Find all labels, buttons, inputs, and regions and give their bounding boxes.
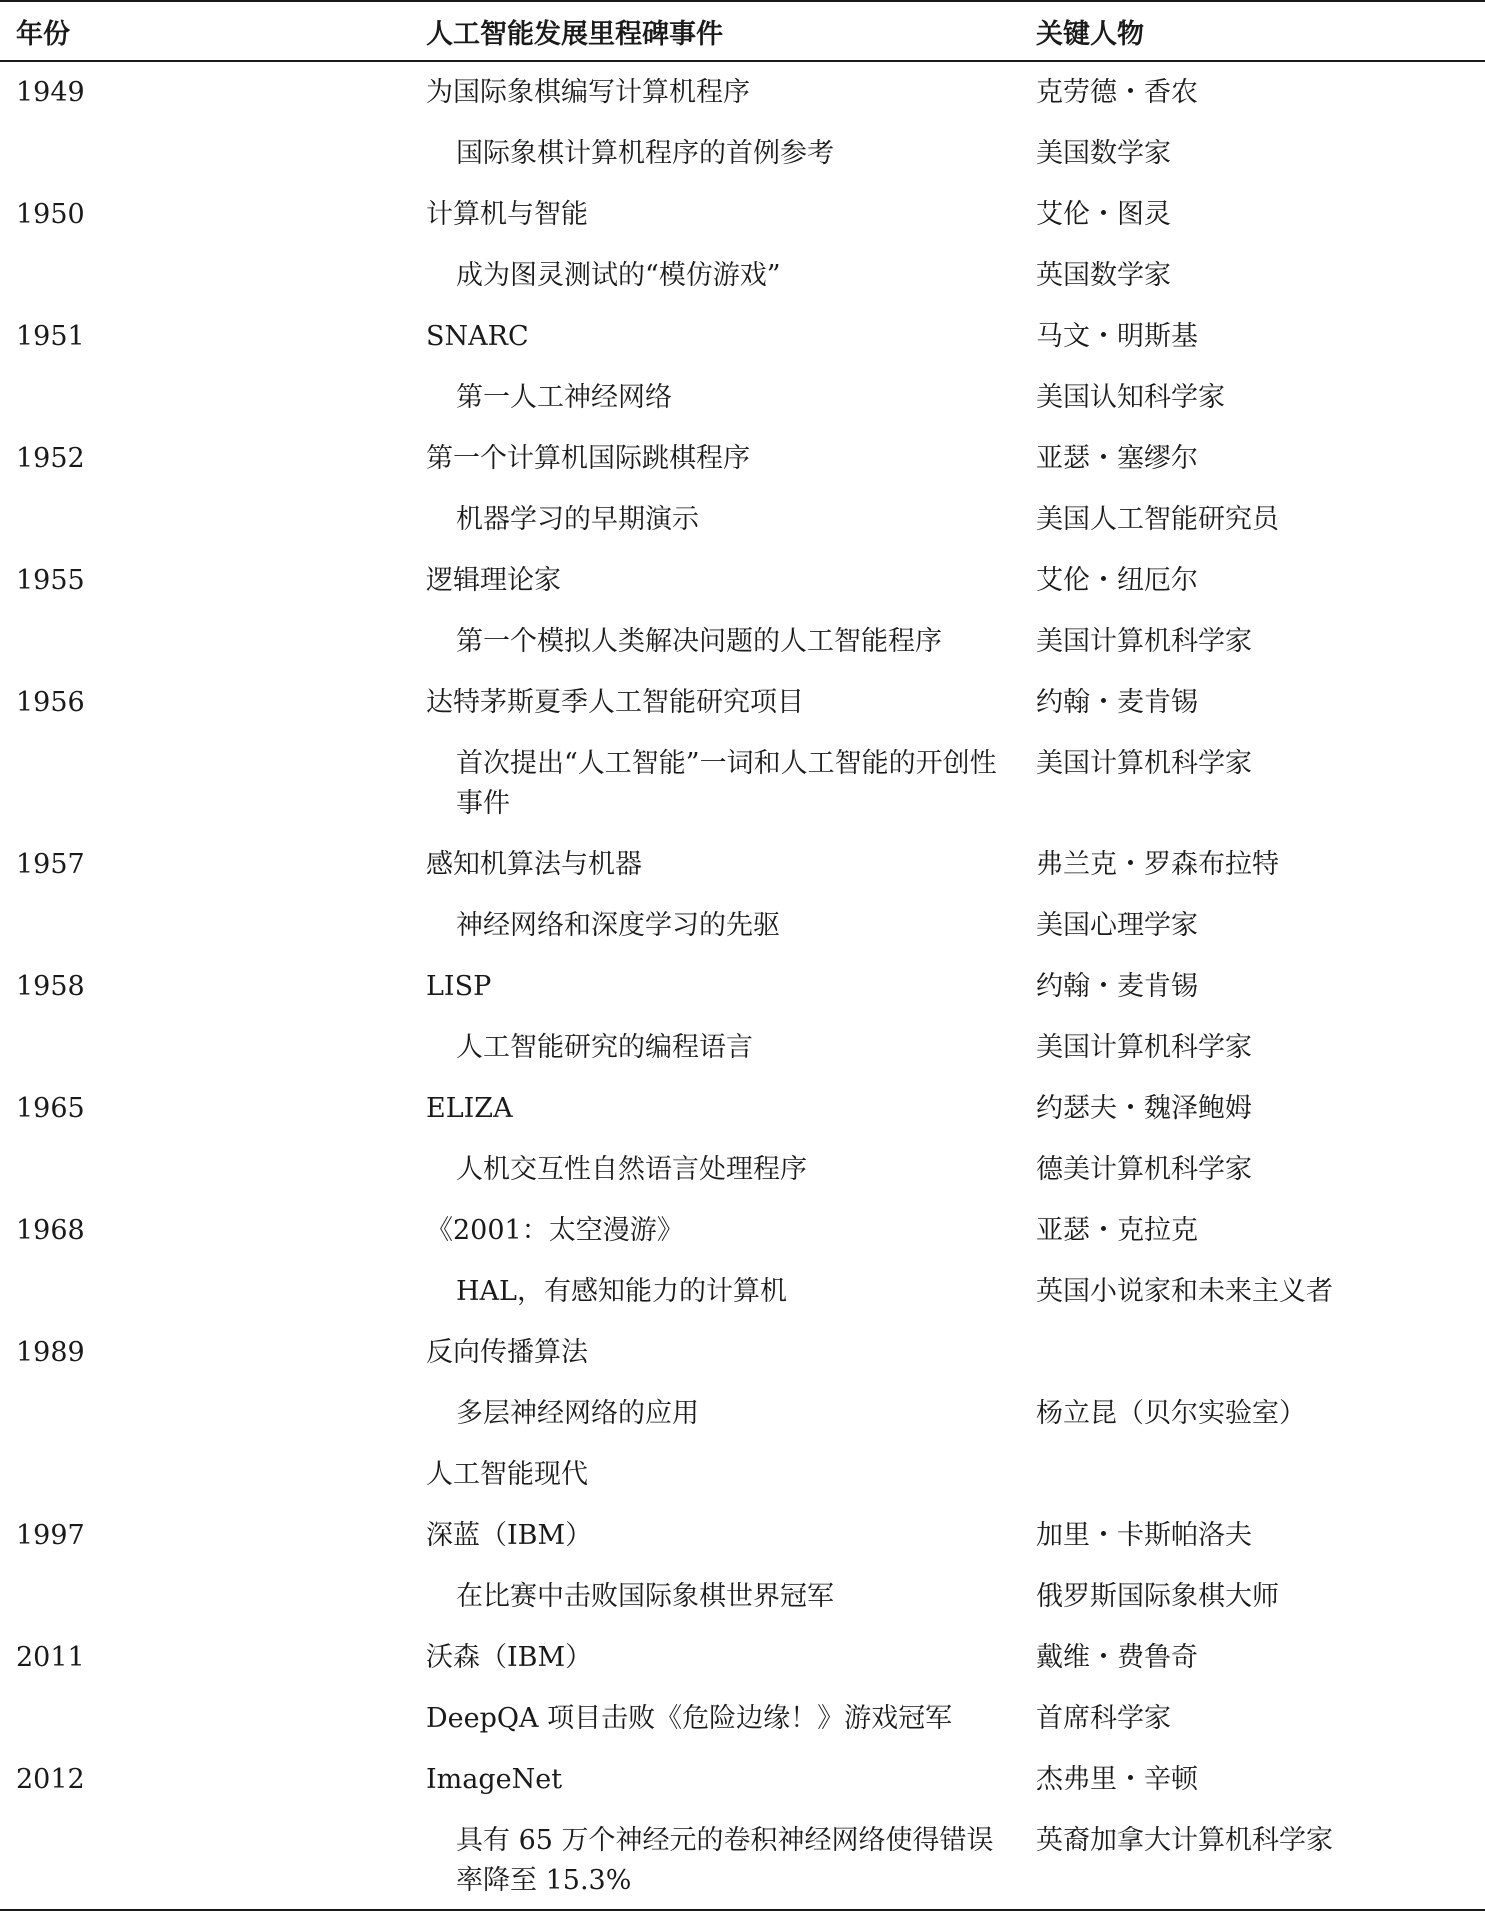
cell-person: 约翰・麦肯锡 xyxy=(1036,687,1198,718)
table-row xyxy=(0,1688,1485,1749)
cell-year: 1951 xyxy=(16,321,85,352)
cell-person: 马文・明斯基 xyxy=(1036,321,1198,352)
cell-event-description: 国际象棋计算机程序的首例参考 xyxy=(456,138,834,169)
cell-year: 1949 xyxy=(16,77,85,108)
cell-event: 达特茅斯夏季人工智能研究项目 xyxy=(426,687,804,718)
cell-year: 1958 xyxy=(16,971,85,1002)
cell-event: DeepQA 项目击败《危险边缘！》游戏冠军 xyxy=(426,1703,953,1734)
cell-event: 深蓝（IBM） xyxy=(426,1520,593,1551)
cell-event-description: 机器学习的早期演示 xyxy=(456,504,699,535)
cell-person: 亚瑟・克拉克 xyxy=(1036,1215,1198,1246)
cell-event: 沃森（IBM） xyxy=(426,1642,593,1673)
table-row xyxy=(0,672,1485,733)
cell-year: 1950 xyxy=(16,199,85,230)
cell-year xyxy=(0,1566,410,1627)
cell-year: 1956 xyxy=(16,687,85,718)
cell-person: 美国人工智能研究员 xyxy=(1036,504,1279,535)
cell-event: 逻辑理论家 xyxy=(426,565,561,596)
cell-year xyxy=(0,1688,410,1749)
cell-event: LISP xyxy=(426,971,492,1002)
cell-year: 2011 xyxy=(16,1642,85,1673)
cell-event: ELIZA xyxy=(426,1093,513,1124)
cell-person: 杰弗里・辛顿 xyxy=(1036,1764,1198,1795)
cell-year xyxy=(0,367,410,428)
table-row xyxy=(0,1200,1485,1261)
cell-year: 1952 xyxy=(16,443,85,474)
cell-event-description: 具有 65 万个神经元的卷积神经网络使得错误率降至 15.3% xyxy=(456,1825,994,1896)
table-row xyxy=(0,956,1485,1017)
table-row xyxy=(0,1505,1485,1566)
cell-year xyxy=(0,489,410,550)
cell-event-description: 第一个模拟人类解决问题的人工智能程序 xyxy=(456,626,942,657)
cell-person: 戴维・费鲁奇 xyxy=(1036,1642,1198,1673)
cell-person: 杨立昆（贝尔实验室） xyxy=(1036,1398,1306,1429)
cell-person: 美国认知科学家 xyxy=(1036,382,1225,413)
cell-year xyxy=(0,123,410,184)
table-row xyxy=(0,1566,1485,1627)
cell-event-description: 成为图灵测试的“模仿游戏” xyxy=(456,260,781,291)
cell-event-description: 人机交互性自然语言处理程序 xyxy=(456,1154,807,1185)
cell-year xyxy=(0,245,410,306)
cell-person: 克劳德・香农 xyxy=(1036,77,1198,108)
cell-year: 1997 xyxy=(16,1520,85,1551)
cell-year xyxy=(0,1810,410,1909)
cell-event-description: 神经网络和深度学习的先驱 xyxy=(456,910,780,941)
cell-person: 约瑟夫・魏泽鲍姆 xyxy=(1036,1093,1252,1124)
cell-person: 美国数学家 xyxy=(1036,138,1171,169)
cell-event: 反向传播算法 xyxy=(426,1337,588,1368)
table-row xyxy=(0,1749,1485,1810)
cell-event-description: 多层神经网络的应用 xyxy=(456,1398,699,1429)
cell-person: 艾伦・纽厄尔 xyxy=(1036,565,1198,596)
table-row xyxy=(0,245,1485,306)
table-row xyxy=(0,895,1485,956)
header-row xyxy=(0,1,1485,61)
table-row xyxy=(0,61,1485,123)
cell-year: 1957 xyxy=(16,849,85,880)
cell-year: 2012 xyxy=(16,1764,85,1795)
cell-event: 人工智能现代 xyxy=(426,1459,588,1490)
cell-event-description: 第一人工神经网络 xyxy=(456,382,672,413)
cell-year xyxy=(0,895,410,956)
header-event: 人工智能发展里程碑事件 xyxy=(426,18,723,50)
cell-year xyxy=(0,1017,410,1078)
cell-person: 弗兰克・罗森布拉特 xyxy=(1036,849,1279,880)
cell-year xyxy=(0,1139,410,1200)
cell-event: 感知机算法与机器 xyxy=(426,849,642,880)
cell-person: 美国计算机科学家 xyxy=(1036,626,1252,657)
table-row xyxy=(0,428,1485,489)
cell-person: 英国小说家和未来主义者 xyxy=(1036,1276,1333,1307)
cell-event-description: 人工智能研究的编程语言 xyxy=(456,1032,753,1063)
cell-event: SNARC xyxy=(426,321,529,352)
cell-year xyxy=(0,1383,410,1444)
cell-person: 加里・卡斯帕洛夫 xyxy=(1036,1520,1252,1551)
cell-person xyxy=(1020,1444,1485,1505)
cell-person: 首席科学家 xyxy=(1036,1703,1171,1734)
cell-event: 第一个计算机国际跳棋程序 xyxy=(426,443,750,474)
table-row xyxy=(0,1810,1485,1909)
table-row xyxy=(0,1139,1485,1200)
header-year: 年份 xyxy=(16,18,70,50)
cell-year xyxy=(0,1261,410,1322)
table-row xyxy=(0,1322,1485,1383)
table-row xyxy=(0,550,1485,611)
cell-person: 亚瑟・塞缪尔 xyxy=(1036,443,1198,474)
cell-person: 英国数学家 xyxy=(1036,260,1171,291)
cell-year xyxy=(0,1444,410,1505)
cell-event: 为国际象棋编写计算机程序 xyxy=(426,77,750,108)
cell-person xyxy=(1020,1322,1485,1383)
table-row xyxy=(0,834,1485,895)
cell-year: 1955 xyxy=(16,565,85,596)
table-row xyxy=(0,1261,1485,1322)
cell-event: 《2001：太空漫游》 xyxy=(426,1215,684,1246)
table-row xyxy=(0,1627,1485,1688)
table-row xyxy=(0,123,1485,184)
cell-event: 计算机与智能 xyxy=(426,199,588,230)
cell-year: 1989 xyxy=(16,1337,85,1368)
cell-year: 1965 xyxy=(16,1093,85,1124)
cell-person: 德美计算机科学家 xyxy=(1036,1154,1252,1185)
table-row xyxy=(0,184,1485,245)
cell-event-description: 首次提出“人工智能”一词和人工智能的开创性事件 xyxy=(456,748,997,819)
table-body xyxy=(0,61,1485,1909)
cell-person: 美国心理学家 xyxy=(1036,910,1198,941)
header-person: 关键人物 xyxy=(1036,18,1144,50)
cell-person: 艾伦・图灵 xyxy=(1036,199,1171,230)
table-row xyxy=(0,733,1485,834)
cell-year xyxy=(0,733,410,834)
cell-person: 俄罗斯国际象棋大师 xyxy=(1036,1581,1279,1612)
table-row xyxy=(0,1017,1485,1078)
cell-year: 1968 xyxy=(16,1215,85,1246)
cell-event: ImageNet xyxy=(426,1764,563,1795)
cell-event-description: 在比赛中击败国际象棋世界冠军 xyxy=(456,1581,834,1612)
table-row xyxy=(0,1444,1485,1505)
cell-person: 约翰・麦肯锡 xyxy=(1036,971,1198,1002)
table-row xyxy=(0,1383,1485,1444)
cell-event-description: HAL，有感知能力的计算机 xyxy=(456,1276,787,1307)
cell-person: 美国计算机科学家 xyxy=(1036,1032,1252,1063)
table-row xyxy=(0,306,1485,367)
table-row xyxy=(0,1078,1485,1139)
cell-person: 美国计算机科学家 xyxy=(1036,748,1252,779)
table-row xyxy=(0,367,1485,428)
cell-year xyxy=(0,611,410,672)
cell-person: 英裔加拿大计算机科学家 xyxy=(1036,1825,1333,1856)
table-row xyxy=(0,611,1485,672)
table-row xyxy=(0,489,1485,550)
table-header xyxy=(0,1,1485,61)
